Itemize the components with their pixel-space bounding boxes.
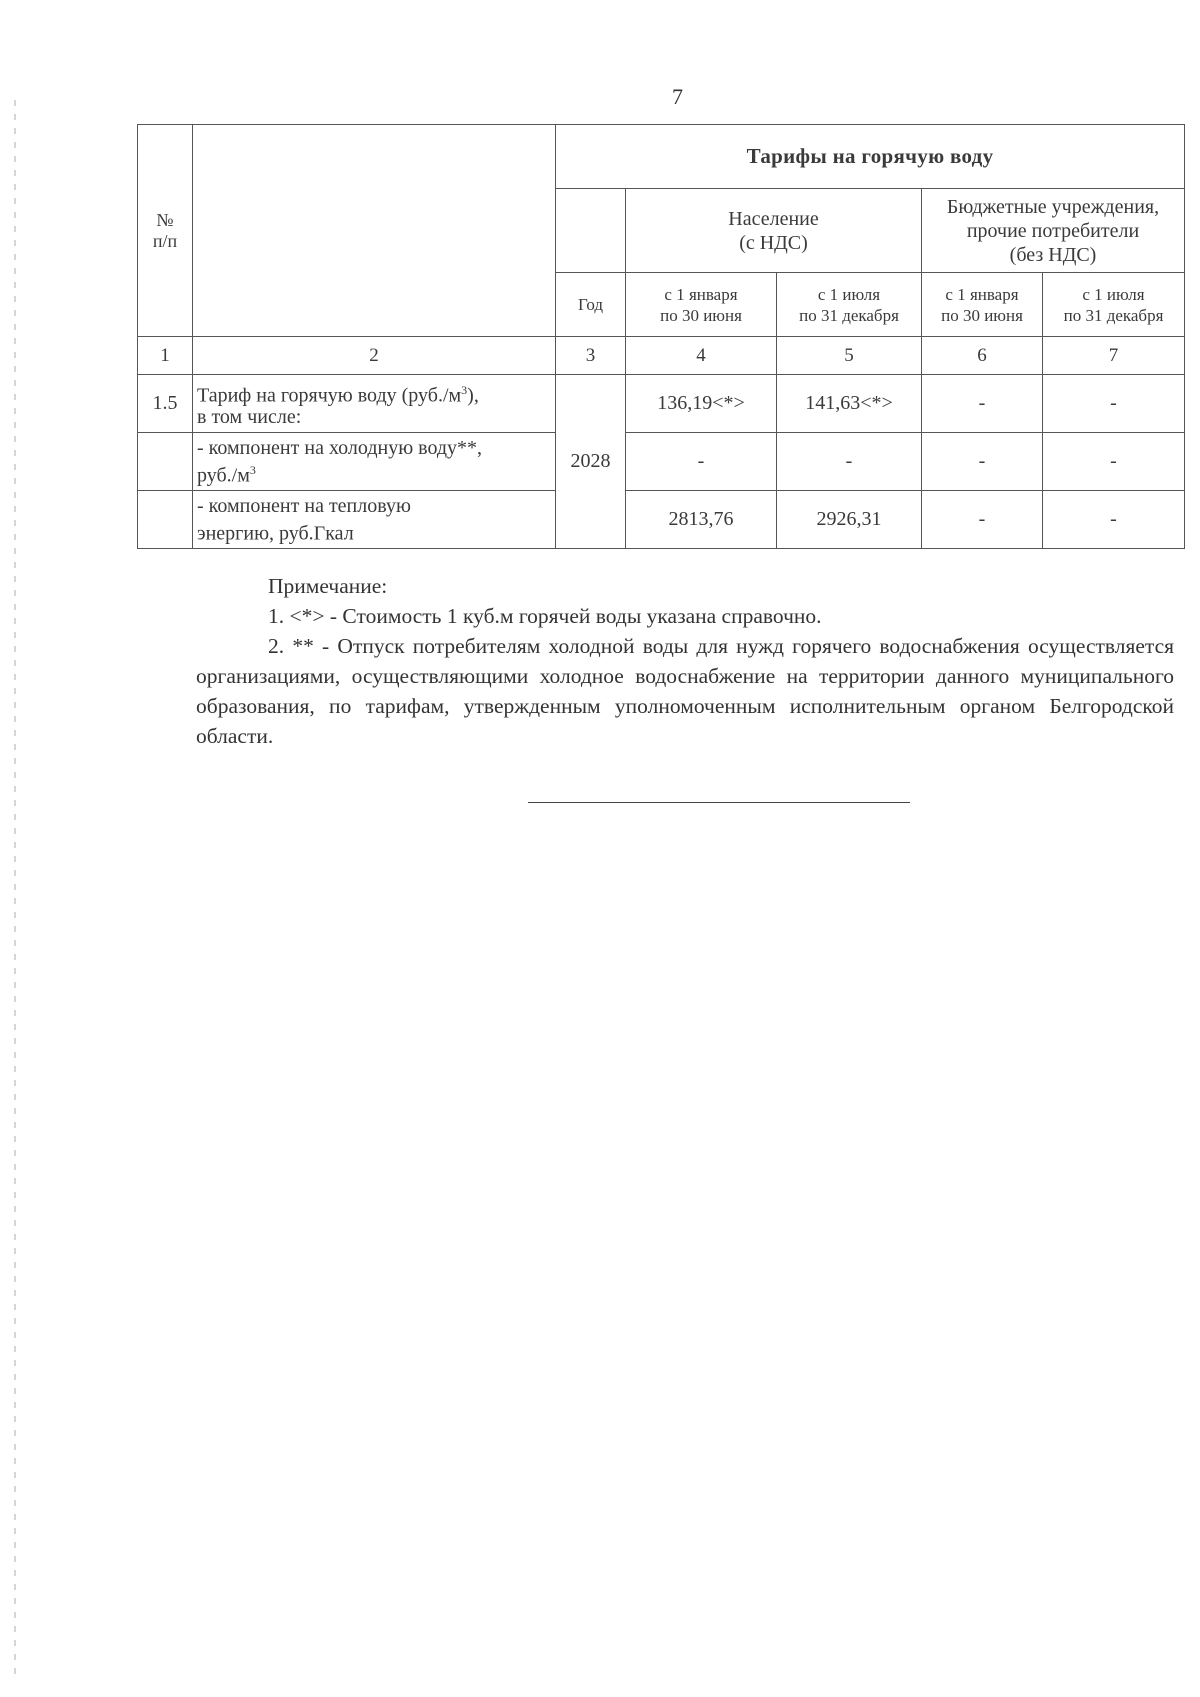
header-population-jul-dec: с 1 июля по 31 декабря [777, 273, 922, 337]
table-row [138, 375, 1185, 433]
notes-heading: Примечание: [268, 574, 388, 598]
column-number: 1 [138, 337, 193, 375]
value-budget-jul-dec: - [1043, 491, 1185, 549]
end-rule [528, 802, 910, 803]
table-row [138, 433, 1185, 491]
table-row [138, 491, 1185, 549]
row-number [138, 491, 193, 549]
row-number: 1.5 [138, 375, 193, 433]
column-number: 4 [626, 337, 777, 375]
value-budget-jan-jun: - [922, 375, 1043, 433]
scan-edge-artifact [14, 100, 16, 1680]
header-budget: Бюджетные учреждения, прочие потребители (без НДС) [922, 189, 1185, 273]
value-population-jul-dec: 141,63<*> [777, 375, 922, 433]
tariff-table [137, 124, 1185, 549]
notes-section [196, 571, 1174, 751]
note-item: 1. <*> - Стоимость 1 куб.м горячей воды указана справочно. [268, 604, 822, 628]
value-budget-jul-dec: - [1043, 375, 1185, 433]
header-row-number: № п/п [138, 125, 193, 337]
header-budget-jul-dec: с 1 июля по 31 декабря [1043, 273, 1185, 337]
value-budget-jul-dec: - [1043, 433, 1185, 491]
column-number: 6 [922, 337, 1043, 375]
value-population-jul-dec: - [777, 433, 922, 491]
row-description: - компонент на холодную воду**, $руб./м^3$ [193, 433, 556, 491]
header-main-title: Тарифы на горячую воду [556, 125, 1185, 189]
page-number: 7 [672, 84, 683, 109]
header-year-blank [556, 189, 626, 273]
year-cell: 2028 [556, 375, 626, 549]
value-population-jan-jun: - [626, 433, 777, 491]
note-item: 2. ** - Отпуск потребителям холодной воды для нужд горячего водоснабжения осуществляется организациями, осуществляющими холодное водоснабжение на территории данного муниципального образования, по тарифам, утвержденным уполномоченным исполнительным органом Белгородской области. [196, 634, 1174, 748]
column-number: 5 [777, 337, 922, 375]
row-number [138, 433, 193, 491]
column-number-row [138, 337, 1185, 375]
column-number: 7 [1043, 337, 1185, 375]
value-budget-jan-jun: - [922, 433, 1043, 491]
header-population: Население (с НДС) [626, 189, 922, 273]
header-population-jan-jun: с 1 января по 30 июня [626, 273, 777, 337]
header-budget-jan-jun: с 1 января по 30 июня [922, 273, 1043, 337]
column-number: 2 [193, 337, 556, 375]
row-description: - компонент на тепловую энергию, руб.Гкал [193, 491, 556, 549]
value-population-jan-jun: 2813,76 [626, 491, 777, 549]
column-number: 3 [556, 337, 626, 375]
row-description: Тариф на горячую воду $(руб./м^3)$, в том числе: [193, 375, 556, 433]
value-population-jul-dec: 2926,31 [777, 491, 922, 549]
value-budget-jan-jun: - [922, 491, 1043, 549]
header-description-blank [193, 125, 556, 337]
value-population-jan-jun: 136,19<*> [626, 375, 777, 433]
header-year: Год [556, 273, 626, 337]
